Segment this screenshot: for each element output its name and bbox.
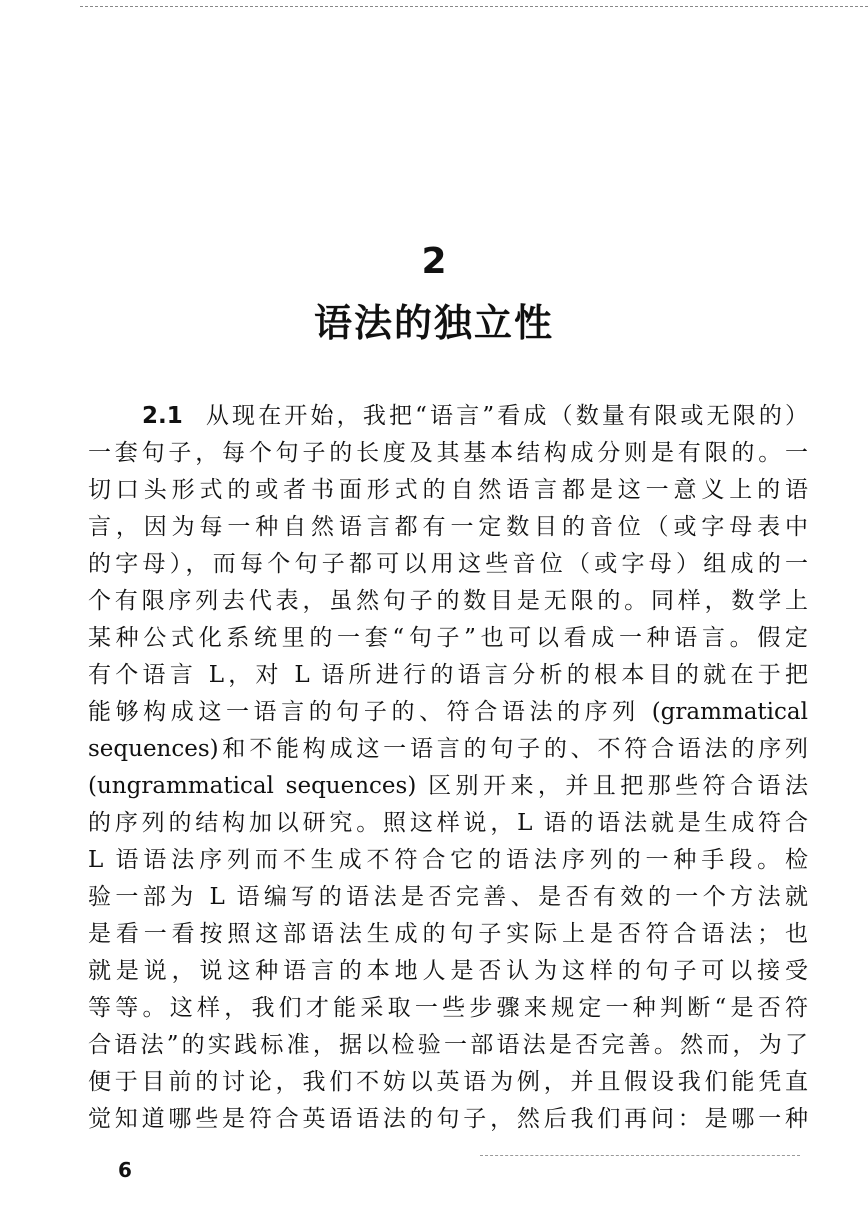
- text-line: [88, 398, 808, 435]
- text-line-content: 从现在开始，我把“语言”看成（数量有限或无限的）: [202, 403, 808, 429]
- bottom-rule: [480, 1155, 800, 1156]
- text-line: 的序列的结构加以研究。照这样说，L 语的语法就是生成符合: [88, 810, 808, 836]
- text-line: (ungrammatical sequences) 区别开来，并且把那些符合语法: [88, 773, 808, 799]
- page-number: 6: [118, 1158, 132, 1182]
- body-text: [88, 398, 808, 1138]
- text-line: 等等。这样，我们才能采取一些步骤来规定一种判断“是否符: [88, 995, 808, 1021]
- section-number: 2.1: [142, 403, 183, 429]
- text-line: 言，因为每一种自然语言都有一定数目的音位（或字母表中: [88, 514, 808, 540]
- text-line: L 语语法序列而不生成不符合它的语法序列的一种手段。检: [88, 847, 808, 873]
- text-line: 觉知道哪些是符合英语语法的句子，然后我们再问：是哪一种: [88, 1106, 808, 1132]
- text-line: 某种公式化系统里的一套“句子”也可以看成一种语言。假定: [88, 625, 808, 651]
- text-line: 个有限序列去代表，虽然句子的数目是无限的。同样，数学上: [88, 588, 808, 614]
- chapter-number: 2: [421, 241, 447, 282]
- text-line: 合语法”的实践标准，据以检验一部语法是否完善。然而，为了: [88, 1032, 808, 1058]
- text-line: 是看一看按照这部语法生成的句子实际上是否符合语法；也: [88, 921, 808, 947]
- text-line: sequences)和不能构成这一语言的句子的、不符合语法的序列: [88, 736, 808, 762]
- text-line: 能够构成这一语言的句子的、符合语法的序列 (grammatical: [88, 699, 808, 725]
- text-line: 的字母），而每个句子都可以用这些音位（或字母）组成的一: [88, 551, 808, 577]
- text-line: 验一部为 L 语编写的语法是否完善、是否有效的一个方法就: [88, 884, 808, 910]
- chapter-title: 语法的独立性: [313, 300, 554, 345]
- text-line: 便于目前的讨论，我们不妨以英语为例，并且假设我们能凭直: [88, 1069, 808, 1095]
- text-line: 有个语言 L，对 L 语所进行的语言分析的根本目的就在于把: [88, 662, 808, 688]
- text-line: 切口头形式的或者书面形式的自然语言都是这一意义上的语: [88, 477, 808, 503]
- text-line: 一套句子，每个句子的长度及其基本结构成分则是有限的。一: [88, 440, 808, 466]
- text-line: 就是说，说这种语言的本地人是否认为这样的句子可以接受: [88, 958, 808, 984]
- top-rule: [80, 6, 868, 7]
